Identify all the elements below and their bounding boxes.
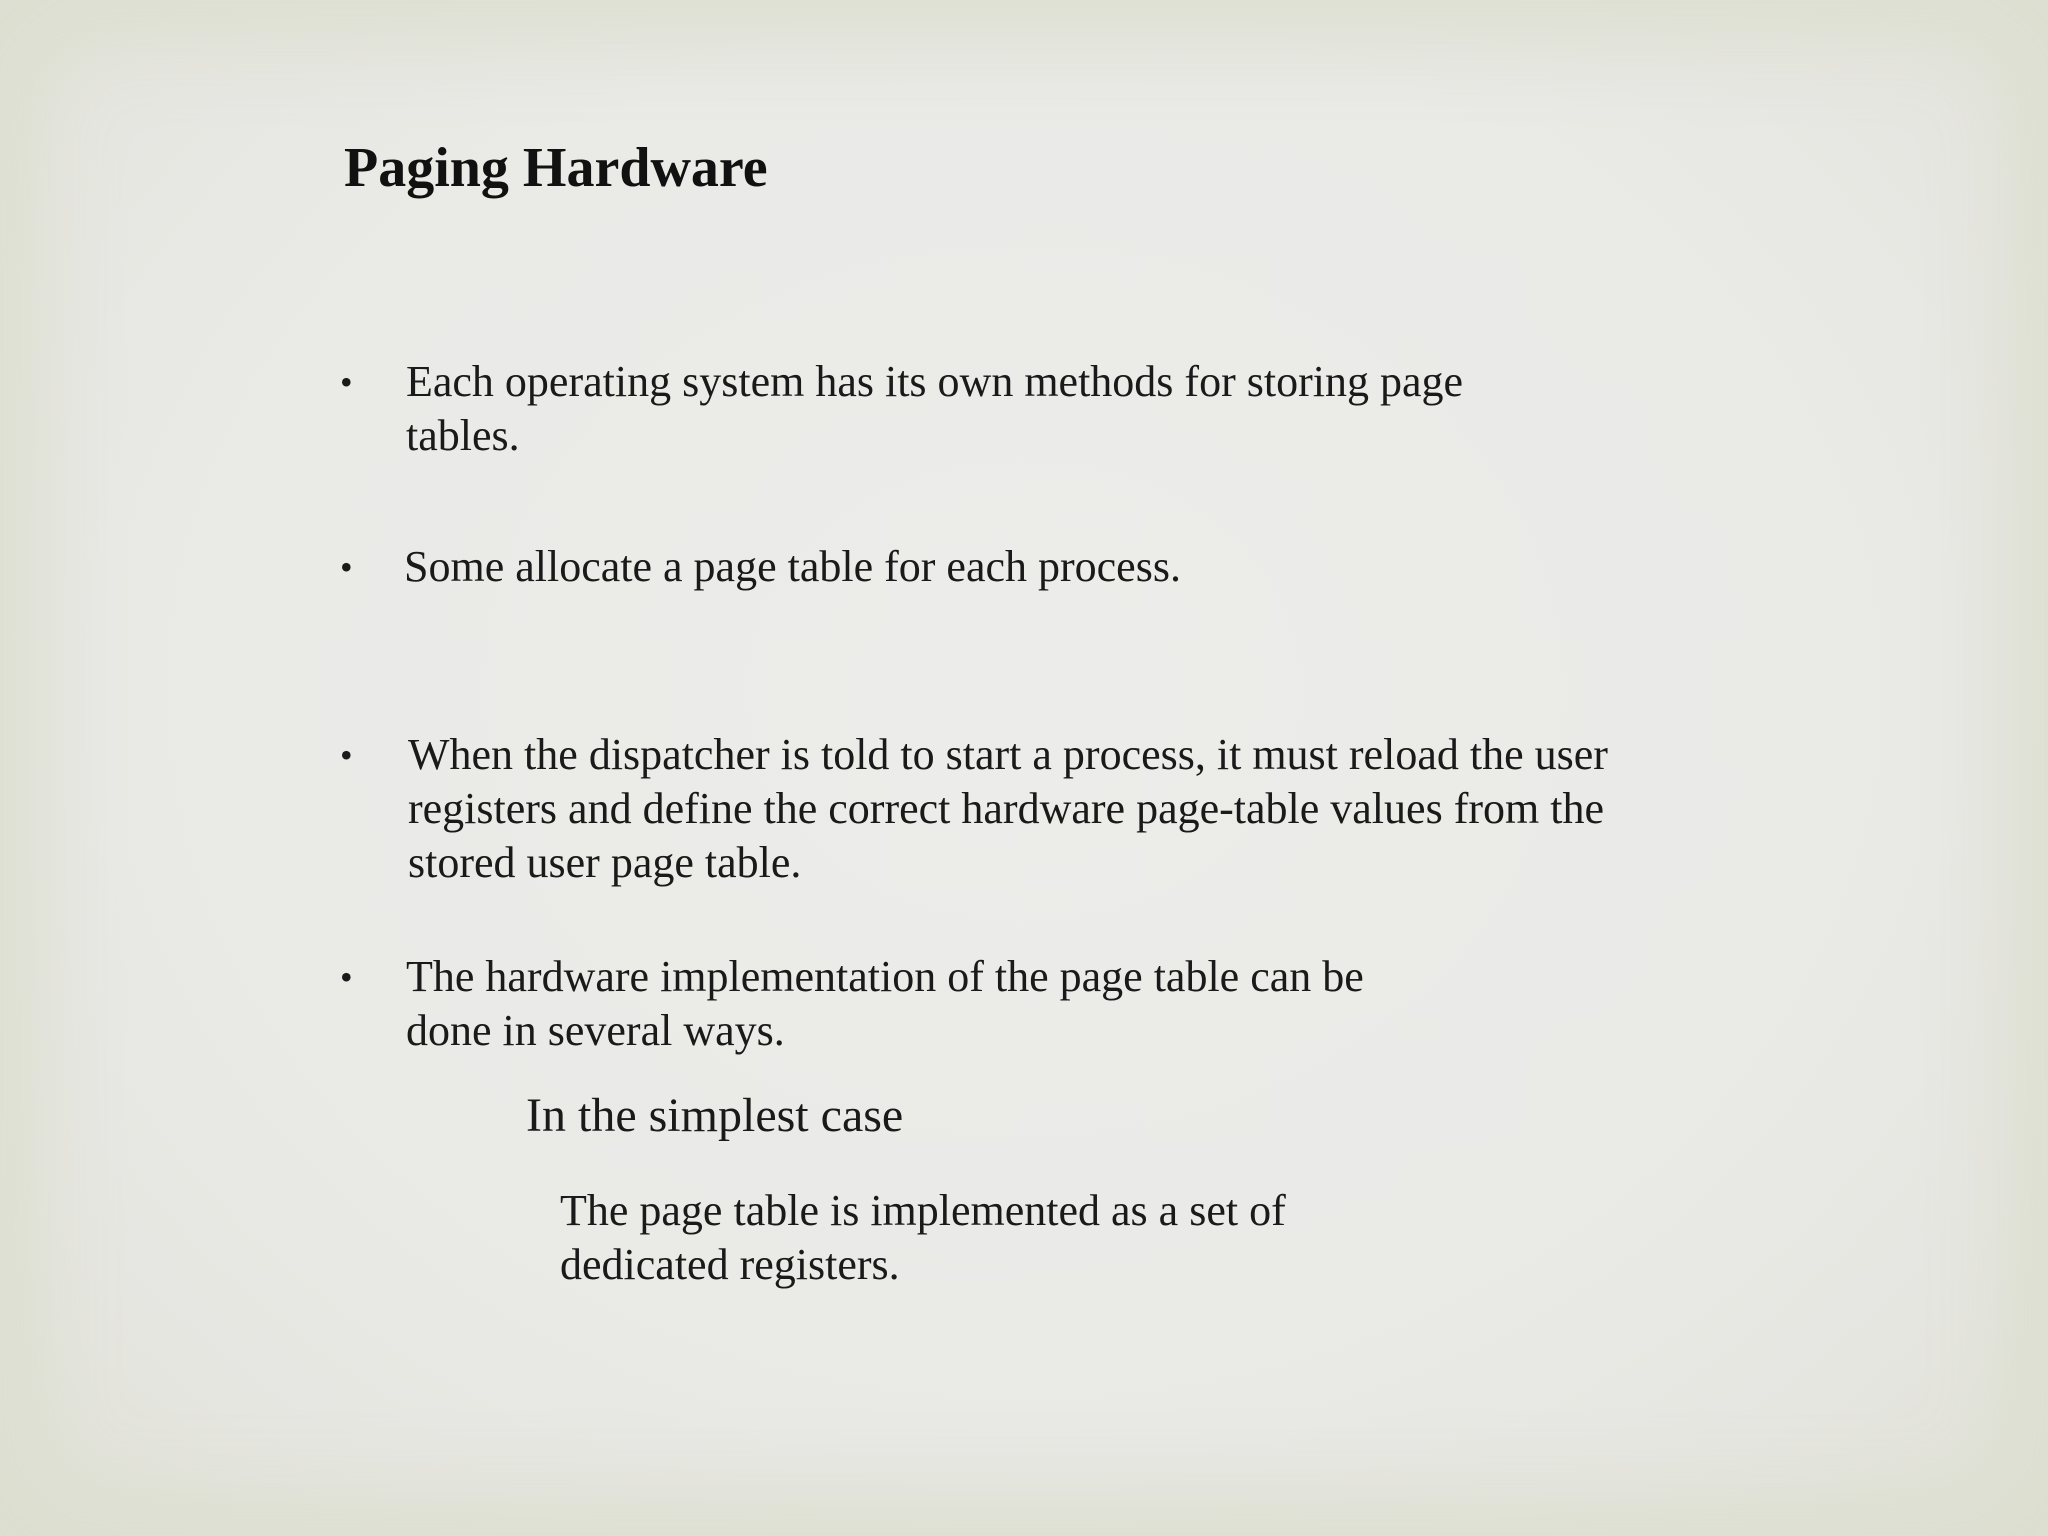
bullet-text: [406, 355, 1463, 463]
bullet-line: When the dispatcher is told to start a process, it must reload the user: [408, 730, 1608, 779]
sub-text-line: dedicated registers.: [560, 1240, 900, 1289]
bullet-line: done in several ways.: [406, 1006, 785, 1055]
sub-text: [560, 1184, 1286, 1292]
bullet-line: registers and define the correct hardware page-table values from the: [408, 784, 1604, 833]
bullet-dot: •: [340, 957, 353, 997]
bullet-line: stored user page table.: [408, 838, 802, 887]
bullet-text: [406, 950, 1364, 1058]
subheading-text: In the simplest case: [526, 1089, 904, 1142]
slide-title: Paging Hardware: [344, 137, 768, 199]
subheading: [526, 1088, 903, 1144]
bullet-dot: •: [340, 547, 353, 587]
bullet-line: Each operating system has its own methods for storing page: [406, 357, 1464, 406]
bullet-dot: •: [340, 735, 353, 775]
sub-text-line: The page table is implemented as a set of: [560, 1186, 1286, 1235]
bullet-dot: •: [340, 362, 353, 402]
bullet-line: tables.: [406, 411, 520, 460]
bullet-line: Some allocate a page table for each process.: [404, 542, 1181, 591]
bullet-line: The hardware implementation of the page table can be: [406, 952, 1364, 1001]
bullet-text: [408, 728, 1608, 890]
bullet-text: [404, 540, 1181, 594]
